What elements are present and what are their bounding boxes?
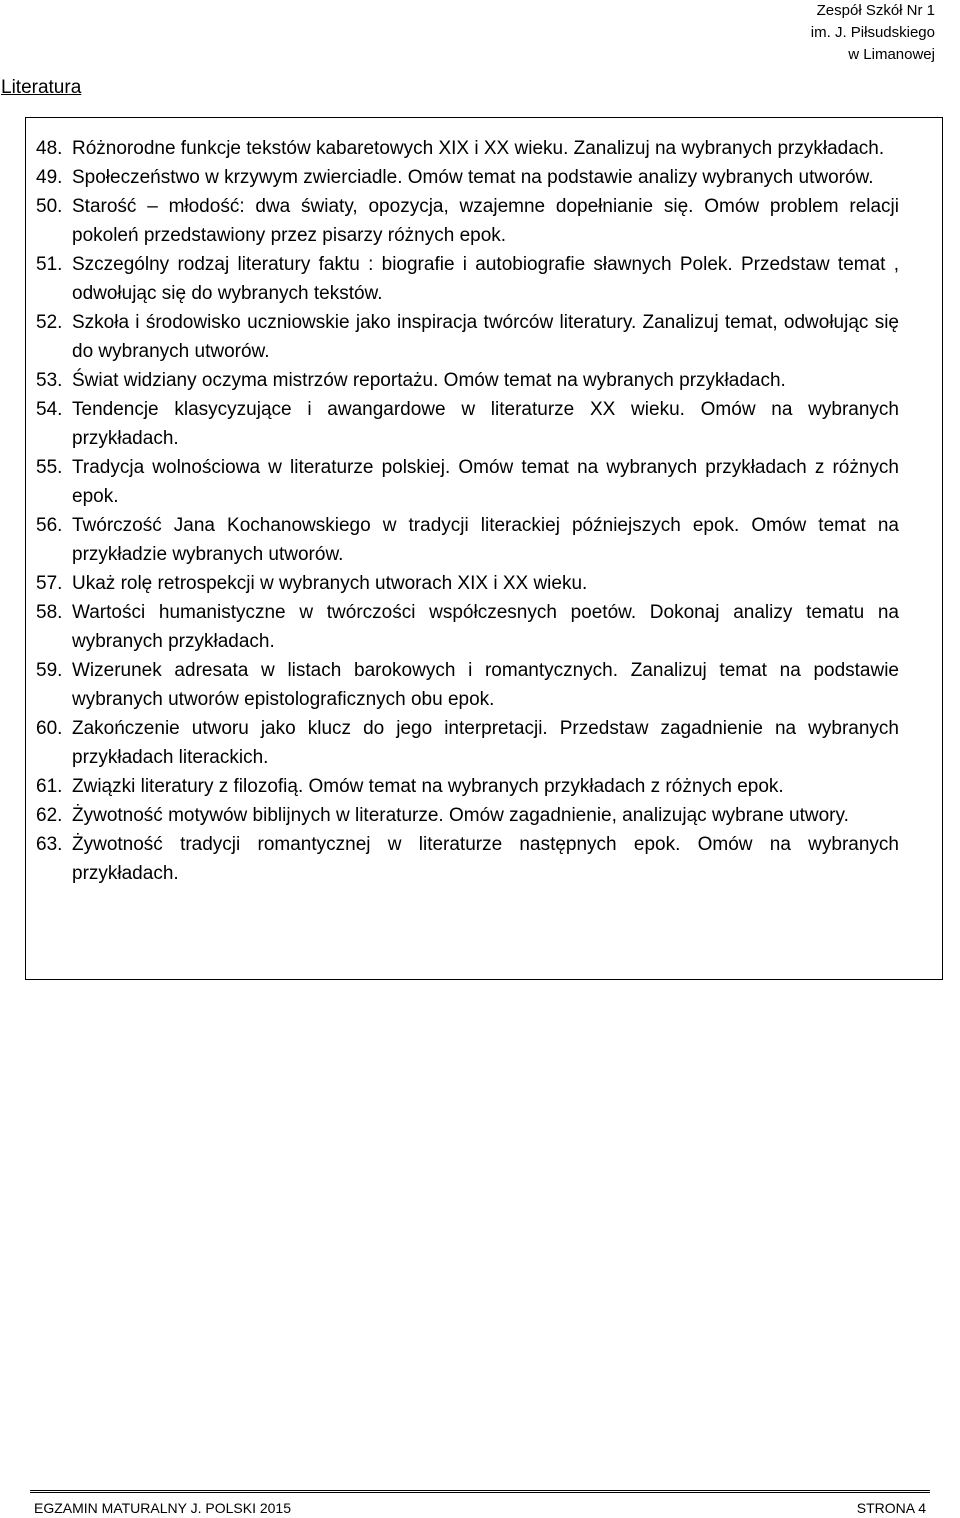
footer-exam-title: EGZAMIN MATURALNY J. POLSKI 2015 [34,1500,292,1516]
topic-text: Świat widziany oczyma mistrzów reportażu. Omów temat na wybranych przykładach. [72,370,786,391]
school-location: w Limanowej [848,46,935,63]
topic-item [26,598,899,656]
topic-number: 48. [36,138,63,159]
topic-text: Wartości humanistyczne w twórczości współczesnych poetów. Dokonaj analizy tematu na wybranych przykładach. [72,602,899,652]
school-patron: im. J. Piłsudskiego [810,24,935,41]
topics-box [25,117,943,980]
topic-item [26,772,899,801]
topic-text: Ukaż rolę retrospekcji w wybranych utworach XIX i XX wieku. [72,573,588,594]
topic-item [26,134,899,163]
school-header [635,0,935,66]
topic-text: Tendencje klasycyzujące i awangardowe w literaturze XX wieku. Omów na wybranych przykładach. [72,399,899,449]
topic-text: Społeczeństwo w krzywym zwierciadle. Omów temat na podstawie analizy wybranych utworów. [72,167,874,188]
topic-text: Szczególny rodzaj literatury faktu : biografie i autobiografie sławnych Polek. Przedstaw temat , odwołując się do wybranych tekstów. [72,254,899,304]
topic-number: 61. [36,776,63,797]
topic-text: Zakończenie utworu jako klucz do jego interpretacji. Przedstaw zagadnienie na wybranych przykładach literackich. [72,718,899,768]
footer-divider [30,1490,930,1493]
topic-number: 51. [36,254,63,275]
topic-item [26,801,899,830]
topic-item [26,453,899,511]
topic-item [26,192,899,250]
topic-number: 52. [36,312,63,333]
topic-item [26,395,899,453]
topic-number: 49. [36,167,63,188]
topic-item [26,250,899,308]
topic-item [26,569,899,598]
topic-item [26,366,899,395]
topic-number: 56. [36,515,63,536]
topic-number: 62. [36,805,63,826]
topic-number: 59. [36,660,63,681]
topic-number: 57. [36,573,63,594]
topic-text: Szkoła i środowisko uczniowskie jako inspiracja twórców literatury. Zanalizuj temat, odwołując się do wybranych utworów. [72,312,899,362]
topic-text: Żywotność tradycji romantycznej w literaturze następnych epok. Omów na wybranych przykładach. [72,834,899,884]
topic-number: 58. [36,602,63,623]
topic-number: 54. [36,399,63,420]
topic-item [26,714,899,772]
topic-item [26,308,899,366]
subject-heading: Literatura [1,77,82,98]
topic-text: Różnorodne funkcje tekstów kabaretowych XIX i XX wieku. Zanalizuj na wybranych przykładach. [72,138,885,159]
topic-text: Związki literatury z filozofią. Omów temat na wybranych przykładach z różnych epok. [72,776,784,797]
topic-number: 53. [36,370,63,391]
topic-text: Starość – młodość: dwa światy, opozycja, wzajemne dopełnianie się. Omów problem relacji pokoleń przedstawiony przez pisarzy różnych epok. [72,196,899,246]
topic-item [26,656,899,714]
topic-list [26,118,942,888]
topic-text: Wizerunek adresata w listach barokowych i romantycznych. Zanalizuj temat na podstawie wybranych utworów epistolograficznych obu epok. [72,660,899,710]
topic-number: 50. [36,196,63,217]
topic-item [26,511,899,569]
footer-page-number: STRONA 4 [856,1500,926,1516]
topic-text: Tradycja wolnościowa w literaturze polskiej. Omów temat na wybranych przykładach z różnych epok. [72,457,899,507]
topic-number: 63. [36,834,63,855]
topic-text: Twórczość Jana Kochanowskiego w tradycji literackiej późniejszych epok. Omów temat na przykładzie wybranych utworów. [72,515,899,565]
school-name: Zespół Szkół Nr 1 [816,2,935,19]
topic-number: 55. [36,457,63,478]
topic-number: 60. [36,718,63,739]
topic-text: Żywotność motywów biblijnych w literaturze. Omów zagadnienie, analizując wybrane utwory. [72,805,849,826]
topic-item [26,163,899,192]
topic-item [26,830,899,888]
